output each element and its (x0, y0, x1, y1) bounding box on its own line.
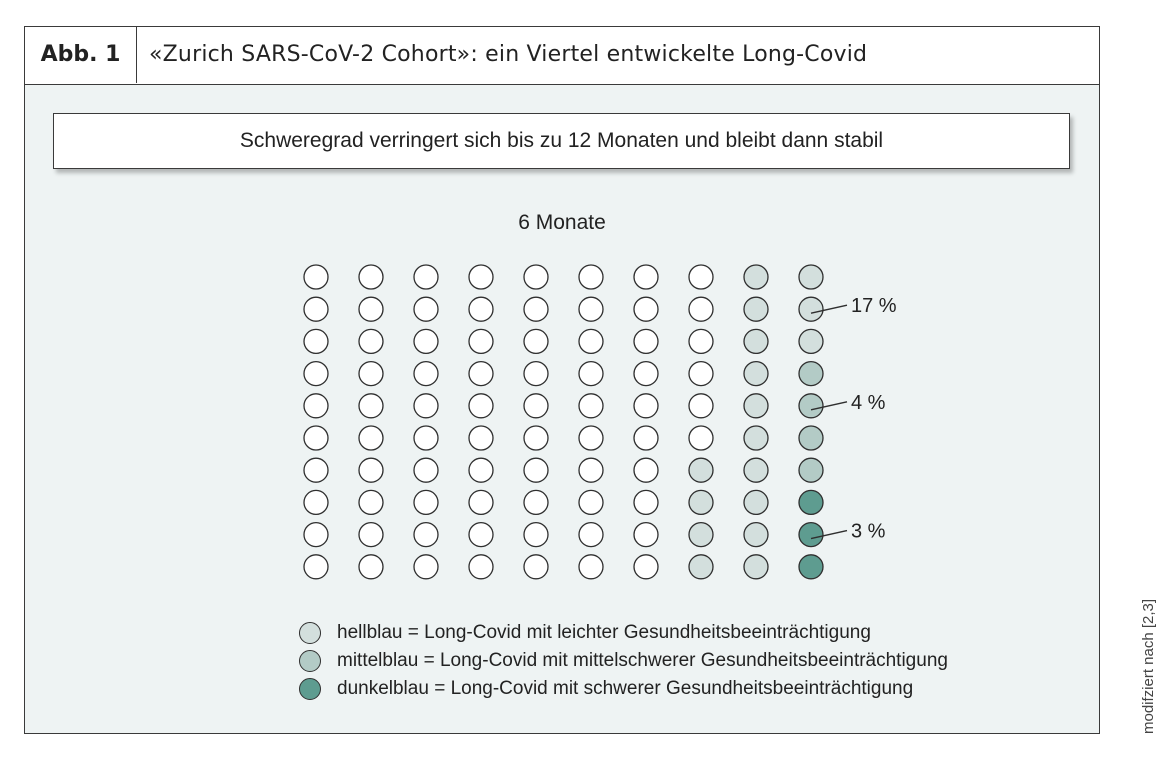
waffle-dot-none (469, 297, 493, 321)
waffle-dot-none (469, 458, 493, 482)
waffle-dot-none (414, 426, 438, 450)
waffle-dot-none (469, 265, 493, 289)
waffle-dot-none (304, 523, 328, 547)
waffle-dot-leicht (744, 426, 768, 450)
waffle-dot-none (359, 490, 383, 514)
waffle-dot-none (634, 426, 658, 450)
waffle-dot-none (359, 265, 383, 289)
waffle-dot-none (524, 523, 548, 547)
waffle-dot-mittel (799, 426, 823, 450)
waffle-dot-none (689, 329, 713, 353)
legend-item-leicht (299, 619, 948, 647)
waffle-dot-leicht (689, 490, 713, 514)
waffle-dot-leicht (744, 490, 768, 514)
waffle-dot-none (524, 329, 548, 353)
waffle-dot-none (469, 362, 493, 386)
waffle-dot-none (524, 297, 548, 321)
waffle-dot-none (304, 426, 328, 450)
waffle-dot-none (414, 490, 438, 514)
figure-label: Abb. 1 (25, 27, 137, 83)
waffle-dot-none (414, 458, 438, 482)
waffle-dot-none (689, 362, 713, 386)
waffle-dot-none (634, 362, 658, 386)
waffle-dot-none (414, 523, 438, 547)
waffle-dot-none (359, 394, 383, 418)
legend-swatch-schwer-icon (299, 678, 321, 700)
waffle-dot-none (304, 458, 328, 482)
waffle-dot-leicht (689, 555, 713, 579)
waffle-dot-none (524, 426, 548, 450)
waffle-dot-none (469, 426, 493, 450)
waffle-dot-none (524, 394, 548, 418)
waffle-dot-none (579, 490, 603, 514)
waffle-dot-none (469, 523, 493, 547)
waffle-dot-leicht (799, 297, 823, 321)
waffle-dot-mittel (799, 394, 823, 418)
waffle-dot-none (689, 265, 713, 289)
waffle-dot-none (414, 394, 438, 418)
waffle-dot-leicht (744, 362, 768, 386)
waffle-dot-none (304, 362, 328, 386)
waffle-dot-leicht (744, 297, 768, 321)
waffle-dot-none (579, 297, 603, 321)
waffle-dot-none (414, 297, 438, 321)
legend-text-schwer: dunkelblau = Long-Covid mit schwerer Gesundheitsbeeinträchtigung (337, 678, 914, 699)
figure-title: «Zurich SARS-CoV-2 Cohort»: ein Viertel entwickelte Long-Covid (149, 42, 868, 67)
panel-label: 6 Monate (518, 211, 606, 234)
waffle-dot-none (359, 362, 383, 386)
waffle-dot-leicht (744, 523, 768, 547)
waffle-dot-none (634, 329, 658, 353)
callout-label-schwer: 3 % (851, 520, 886, 543)
waffle-dot-none (524, 490, 548, 514)
waffle-dot-none (469, 490, 493, 514)
waffle-dot-none (634, 394, 658, 418)
waffle-dot-none (359, 426, 383, 450)
legend-text-leicht: hellblau = Long-Covid mit leichter Gesundheitsbeeinträchtigung (337, 622, 871, 643)
waffle-dot-leicht (744, 394, 768, 418)
callout-label-mittel: 4 % (851, 391, 886, 414)
legend-item-mittel (299, 647, 948, 675)
waffle-dot-none (304, 394, 328, 418)
waffle-dot-leicht (799, 265, 823, 289)
legend-swatch-mittel-icon (299, 650, 321, 672)
waffle-dot-none (579, 329, 603, 353)
waffle-dot-none (634, 523, 658, 547)
waffle-dot-none (359, 458, 383, 482)
waffle-dot-none (304, 297, 328, 321)
waffle-dot-none (579, 265, 603, 289)
waffle-dot-none (579, 362, 603, 386)
waffle-dot-leicht (799, 329, 823, 353)
waffle-dot-none (579, 426, 603, 450)
waffle-dot-mittel (799, 362, 823, 386)
waffle-dot-none (359, 523, 383, 547)
waffle-dot-none (689, 426, 713, 450)
waffle-dot-none (359, 329, 383, 353)
waffle-dot-schwer (799, 555, 823, 579)
legend (299, 619, 948, 703)
waffle-dot-none (524, 458, 548, 482)
waffle-dot-none (304, 490, 328, 514)
waffle-dot-none (524, 362, 548, 386)
waffle-dot-none (469, 329, 493, 353)
waffle-dot-none (634, 458, 658, 482)
waffle-dot-none (359, 555, 383, 579)
waffle-dot-none (469, 555, 493, 579)
waffle-dot-none (414, 555, 438, 579)
waffle-dot-schwer (799, 523, 823, 547)
waffle-dot-leicht (689, 523, 713, 547)
waffle-dot-none (689, 394, 713, 418)
waffle-dot-none (579, 523, 603, 547)
waffle-dot-none (469, 394, 493, 418)
waffle-dot-leicht (744, 265, 768, 289)
waffle-dot-none (359, 297, 383, 321)
source-note: modifziert nach [2,3] (1140, 598, 1157, 734)
waffle-dot-schwer (799, 490, 823, 514)
waffle-dot-leicht (744, 329, 768, 353)
legend-swatch-leicht-icon (299, 622, 321, 644)
waffle-dot-none (414, 265, 438, 289)
waffle-dot-leicht (689, 458, 713, 482)
waffle-dot-none (579, 394, 603, 418)
legend-item-schwer (299, 675, 948, 703)
waffle-dot-none (634, 555, 658, 579)
waffle-dot-leicht (744, 458, 768, 482)
waffle-dot-none (634, 297, 658, 321)
callout-label-leicht: 17 % (851, 295, 897, 318)
figure-frame (24, 26, 1100, 734)
waffle-dot-leicht (744, 555, 768, 579)
waffle-dot-none (689, 297, 713, 321)
legend-text-mittel: mittelblau = Long-Covid mit mittelschwerer Gesundheitsbeeinträchtigung (337, 650, 948, 671)
waffle-dot-none (304, 555, 328, 579)
waffle-dot-none (524, 555, 548, 579)
waffle-dot-none (414, 329, 438, 353)
waffle-dot-none (524, 265, 548, 289)
waffle-dot-none (304, 329, 328, 353)
waffle-dot-none (304, 265, 328, 289)
waffle-dot-none (634, 265, 658, 289)
waffle-dot-none (579, 555, 603, 579)
waffle-dot-none (414, 362, 438, 386)
waffle-dot-none (579, 458, 603, 482)
chart-subtitle: Schweregrad verringert sich bis zu 12 Monaten und bleibt dann stabil (53, 113, 1070, 169)
waffle-dot-none (634, 490, 658, 514)
waffle-dot-mittel (799, 458, 823, 482)
